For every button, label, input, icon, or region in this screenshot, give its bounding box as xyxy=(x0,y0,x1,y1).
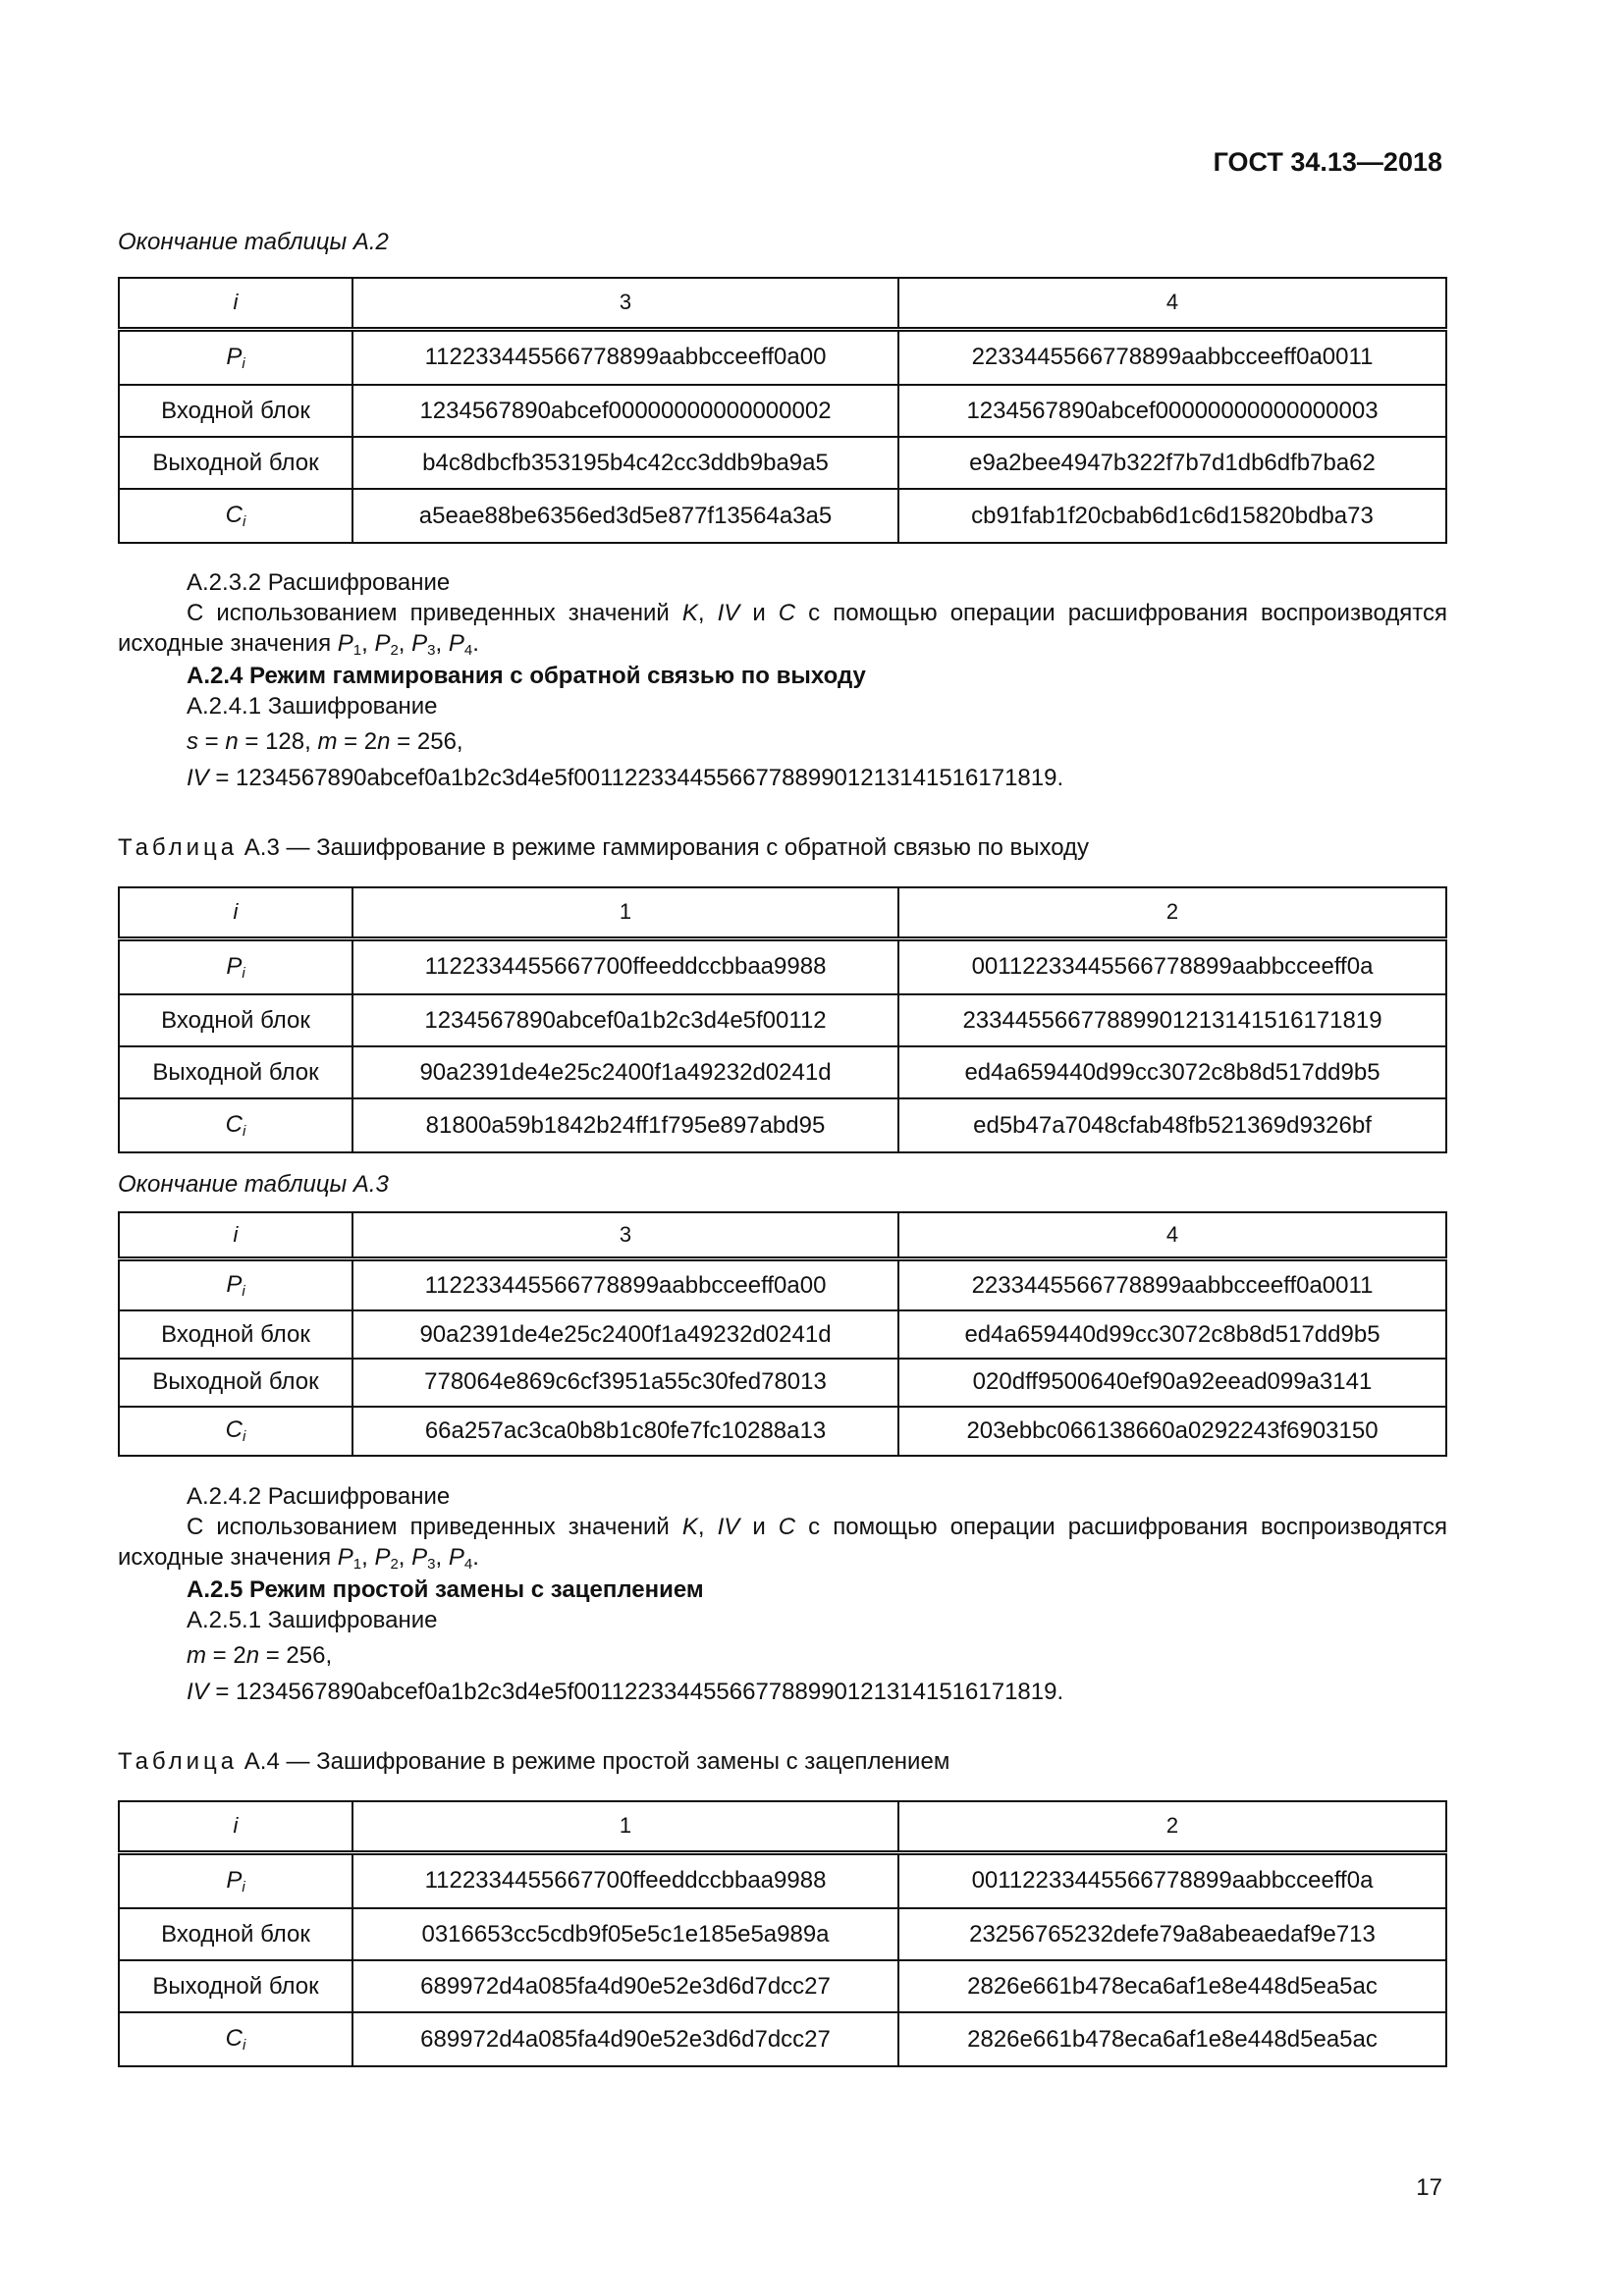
row-label: C xyxy=(225,1416,243,1444)
table-row xyxy=(119,489,1446,543)
value-cell: ed4a659440d99cc3072c8b8d517dd9b5 xyxy=(898,1310,1446,1359)
row-label-subscript: i xyxy=(242,964,245,982)
value-cell: e9a2bee4947b322f7b7d1db6dfb7ba62 xyxy=(898,437,1446,489)
row-label-cell xyxy=(119,994,352,1046)
table-a2-end-caption: Окончание таблицы А.2 xyxy=(118,229,389,255)
header-column-cell: 1 xyxy=(352,887,898,938)
table-row xyxy=(119,1046,1446,1098)
table-row xyxy=(119,1259,1446,1311)
table-row xyxy=(119,1407,1446,1456)
row-label-cell xyxy=(119,938,352,994)
section-a232-heading: А.2.3.2 Расшифрование xyxy=(187,569,451,596)
value-cell: 1234567890abcef00000000000000003 xyxy=(898,385,1446,437)
row-label-cell xyxy=(119,1852,352,1908)
table-a3-caption: Таблица А.3 — Зашифрование в режиме гаммирования с обратной связью по выходу xyxy=(118,834,1090,861)
value-cell: 203ebbc066138660a0292243f6903150 xyxy=(898,1407,1446,1456)
row-label-cell xyxy=(119,1359,352,1407)
decrypt-paragraph-2: С использованием приведенных значений K, IV и C с помощью операции расшифрования воспроизводятся исходные значения $P_1$, $P_2$, $P_3$, $P_4$. xyxy=(118,1514,1447,1573)
value-cell: 1122334455667700ffeeddccbbaa9988 xyxy=(352,1852,898,1908)
row-label: P xyxy=(226,952,243,980)
row-label-cell xyxy=(119,489,352,543)
value-cell: ed5b47a7048cfab48fb521369d9326bf xyxy=(898,1098,1446,1152)
header-column-cell: 4 xyxy=(898,1212,1446,1259)
header-column-cell: 2 xyxy=(898,1801,1446,1852)
value-cell: 66a257ac3ca0b8b1c80fe7fc10288a13 xyxy=(352,1407,898,1456)
row-label: P xyxy=(226,1271,243,1299)
row-label-cell xyxy=(119,1407,352,1456)
value-cell: 0316653cc5cdb9f05e5c1e185e5a989a xyxy=(352,1908,898,1960)
row-label: Входной блок xyxy=(161,1920,310,1948)
value-cell: 2826e661b478eca6af1e8e448d5ea5ac xyxy=(898,1960,1446,2012)
row-label: C xyxy=(225,2025,243,2053)
row-label-subscript: i xyxy=(242,354,245,372)
table-a3-end xyxy=(118,1211,1447,1457)
row-label: Входной блок xyxy=(161,397,310,424)
table-row xyxy=(119,1098,1446,1152)
table-row xyxy=(119,437,1446,489)
row-label: Выходной блок xyxy=(152,1058,319,1086)
value-cell: 1122334455667700ffeeddccbbaa9988 xyxy=(352,938,898,994)
table-row xyxy=(119,938,1446,994)
value-cell: b4c8dbcfb353195b4c42cc3ddb9ba9a5 xyxy=(352,437,898,489)
params-line-a25: m = 2n = 256, xyxy=(187,1642,333,1669)
table-row xyxy=(119,994,1446,1046)
value-cell: 689972d4a085fa4d90e52e3d6d7dcc27 xyxy=(352,1960,898,2012)
header-index-cell: i xyxy=(119,278,352,329)
row-label-cell xyxy=(119,2012,352,2066)
value-cell: 2233445566778899aabbcceeff0a0011 xyxy=(898,329,1446,385)
row-label-cell xyxy=(119,1046,352,1098)
row-label-subscript: i xyxy=(242,1878,245,1896)
table-a3 xyxy=(118,886,1447,1153)
value-cell: 90a2391de4e25c2400f1a49232d0241d xyxy=(352,1046,898,1098)
value-cell: 00112233445566778899aabbcceeff0a xyxy=(898,938,1446,994)
row-label-cell xyxy=(119,1310,352,1359)
decrypt-paragraph-1: С использованием приведенных значений K, IV и C с помощью операции расшифрования воспроизводятся исходные значения $P_1$, $P_2$, $P_3$, $P_4$. xyxy=(118,600,1447,659)
header-index-cell: i xyxy=(119,887,352,938)
table-a4-caption: Таблица А.4 — Зашифрование в режиме простой замены с зацеплением xyxy=(118,1748,950,1775)
table-row xyxy=(119,1908,1446,1960)
value-cell: 90a2391de4e25c2400f1a49232d0241d xyxy=(352,1310,898,1359)
value-cell: 112233445566778899aabbcceeff0a00 xyxy=(352,329,898,385)
value-cell: 81800a59b1842b24ff1f795e897abd95 xyxy=(352,1098,898,1152)
header-column-cell: 2 xyxy=(898,887,1446,938)
value-cell: 689972d4a085fa4d90e52e3d6d7dcc27 xyxy=(352,2012,898,2066)
header-index-cell: i xyxy=(119,1801,352,1852)
row-label-cell xyxy=(119,1908,352,1960)
row-label-cell xyxy=(119,329,352,385)
iv-line-a24: IV = 1234567890abcef0a1b2c3d4e5f0011223344556677889901213141516171819. xyxy=(187,765,1064,791)
row-label-cell xyxy=(119,1259,352,1311)
row-label-subscript: i xyxy=(243,1123,246,1141)
header-column-cell: 4 xyxy=(898,278,1446,329)
value-cell: 020dff9500640ef90a92eead099a3141 xyxy=(898,1359,1446,1407)
row-label: Выходной блок xyxy=(152,1368,319,1396)
row-label: C xyxy=(225,502,243,529)
section-a25-heading: А.2.5 Режим простой замены с зацеплением xyxy=(187,1576,704,1603)
row-label: Входной блок xyxy=(161,1320,310,1348)
value-cell: 112233445566778899aabbcceeff0a00 xyxy=(352,1259,898,1311)
section-a24-heading: А.2.4 Режим гаммирования с обратной связью по выходу xyxy=(187,663,866,689)
row-label-subscript: i xyxy=(243,2037,246,2055)
value-cell: cb91fab1f20cbab6d1c6d15820bdba73 xyxy=(898,489,1446,543)
row-label-subscript: i xyxy=(243,513,246,531)
value-cell: ed4a659440d99cc3072c8b8d517dd9b5 xyxy=(898,1046,1446,1098)
row-label: Выходной блок xyxy=(152,449,319,476)
table-a4 xyxy=(118,1800,1447,2067)
row-label-cell xyxy=(119,1960,352,2012)
row-label: Входной блок xyxy=(161,1006,310,1034)
row-label: C xyxy=(225,1111,243,1139)
header-index-cell: i xyxy=(119,1212,352,1259)
table-a2-end xyxy=(118,277,1447,544)
table-row xyxy=(119,2012,1446,2066)
table-header-row xyxy=(119,887,1446,938)
row-label: P xyxy=(226,343,243,370)
row-label-cell xyxy=(119,1098,352,1152)
table-row xyxy=(119,1310,1446,1359)
section-a241-heading: А.2.4.1 Зашифрование xyxy=(187,693,438,720)
document-number: ГОСТ 34.13—2018 xyxy=(1213,147,1442,177)
table-header-row xyxy=(119,278,1446,329)
row-label-subscript: i xyxy=(242,1283,245,1301)
row-label-cell xyxy=(119,385,352,437)
section-a251-heading: А.2.5.1 Зашифрование xyxy=(187,1607,438,1633)
row-label-subscript: i xyxy=(243,1428,246,1446)
page-number: 17 xyxy=(1416,2174,1442,2201)
table-row xyxy=(119,1852,1446,1908)
params-line-a24: s = n = 128, m = 2n = 256, xyxy=(187,728,463,755)
value-cell: a5eae88be6356ed3d5e877f13564a3a5 xyxy=(352,489,898,543)
section-a242-heading: А.2.4.2 Расшифрование xyxy=(187,1483,451,1510)
value-cell: 00112233445566778899aabbcceeff0a xyxy=(898,1852,1446,1908)
value-cell: 23256765232defe79a8abeaedaf9e713 xyxy=(898,1908,1446,1960)
table-a3-end-caption: Окончание таблицы А.3 xyxy=(118,1171,389,1198)
table-row xyxy=(119,329,1446,385)
table-row xyxy=(119,1960,1446,2012)
table-header-row xyxy=(119,1212,1446,1259)
value-cell: 778064e869c6cf3951a55c30fed78013 xyxy=(352,1359,898,1407)
header-column-cell: 3 xyxy=(352,278,898,329)
row-label-cell xyxy=(119,437,352,489)
row-label: Выходной блок xyxy=(152,1972,319,2000)
table-header-row xyxy=(119,1801,1446,1852)
value-cell: 1234567890abcef0a1b2c3d4e5f00112 xyxy=(352,994,898,1046)
table-row xyxy=(119,385,1446,437)
header-column-cell: 3 xyxy=(352,1212,898,1259)
value-cell: 2826e661b478eca6af1e8e448d5ea5ac xyxy=(898,2012,1446,2066)
value-cell: 1234567890abcef00000000000000002 xyxy=(352,385,898,437)
table-row xyxy=(119,1359,1446,1407)
value-cell: 2233445566778899aabbcceeff0a0011 xyxy=(898,1259,1446,1311)
header-column-cell: 1 xyxy=(352,1801,898,1852)
row-label: P xyxy=(226,1866,243,1894)
value-cell: 23344556677889901213141516171819 xyxy=(898,994,1446,1046)
iv-line-a25: IV = 1234567890abcef0a1b2c3d4e5f0011223344556677889901213141516171819. xyxy=(187,1679,1064,1705)
